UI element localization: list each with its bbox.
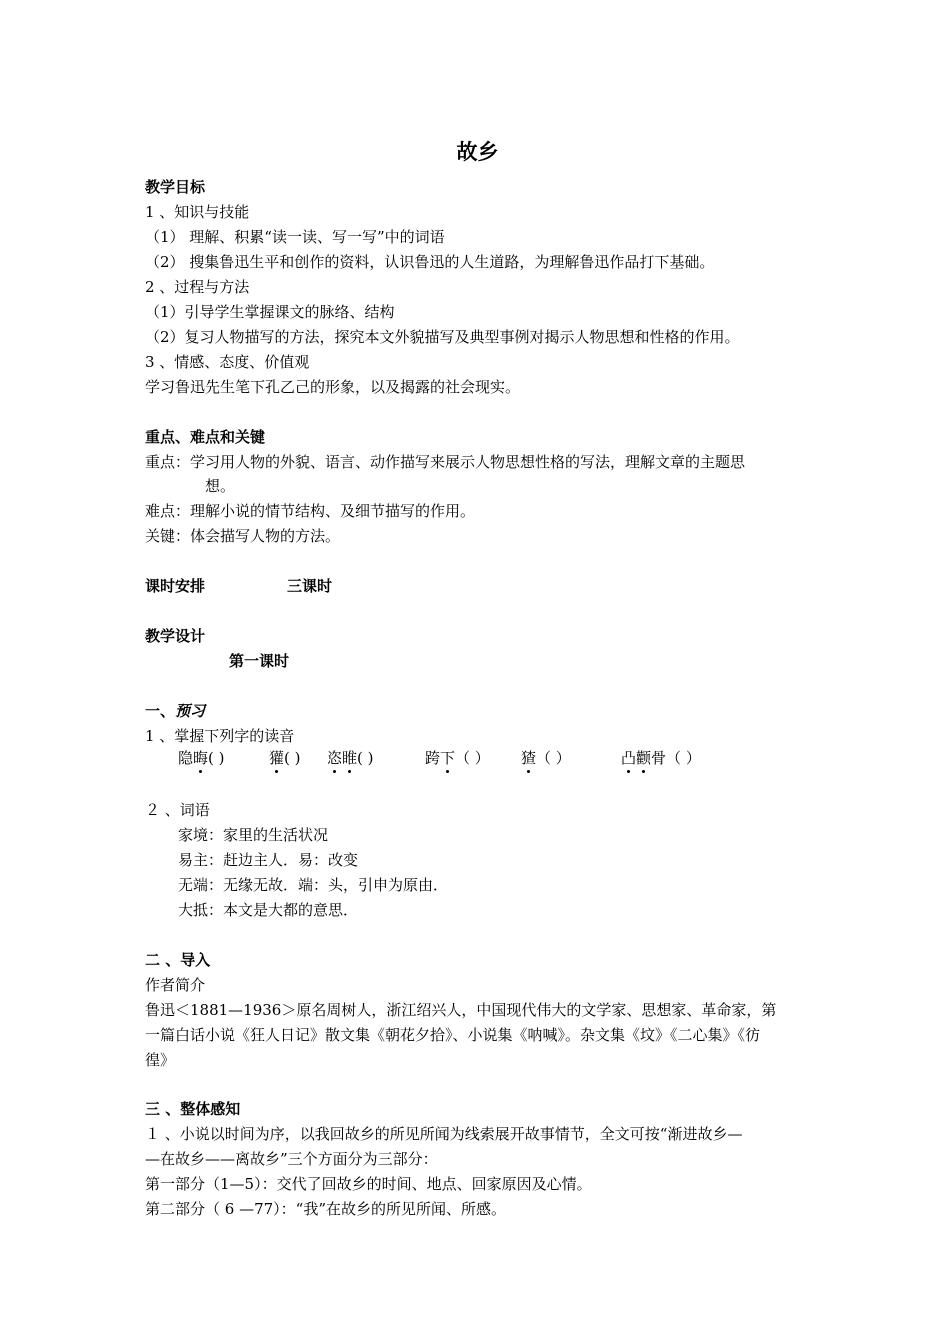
intro-heading: 二 、导入: [145, 951, 211, 969]
lesson-heading: 第一课时: [229, 652, 290, 670]
document-title: 故乡: [456, 140, 499, 164]
word-item-3: 无端：无缘无故．端：头，引申为原由．: [178, 876, 449, 894]
overall-para-4: 第二部分（ 6 —77）：“我”在故乡的所见所闻、所感。: [145, 1200, 507, 1218]
keypoint-difficulty: 难点：理解小说的情节结构、及细节描写的作用。: [145, 502, 476, 520]
word-item-2: 易主：赶边主人．易：改变: [178, 851, 359, 869]
pron-item-3: 恣睢( ): [327, 749, 374, 767]
intro-para-3: 徨》: [145, 1051, 176, 1069]
goal-knowledge-2: （2） 搜集鲁迅生平和创作的资料，认识鲁迅的人生道路，为理解鲁迅作品打下基础。: [145, 253, 715, 271]
pronunciation-heading: 1 、掌握下列字的读音: [145, 727, 295, 745]
pron-item-2: 獾( ): [269, 749, 301, 767]
overall-para-1: １ 、小说以时间为序，以我回故乡的所见所闻为线索展开故事情节，全文可按“渐进故乡—: [145, 1125, 743, 1143]
pron-item-6: 凸颧骨（ ）: [621, 749, 701, 767]
overall-para-2: —在故乡——离故乡”三个方面分为三部分：: [145, 1150, 438, 1168]
intro-para-2: 一篇白话小说《狂人日记》散文集《朝花夕拾》、小说集《呐喊》。杂文集《坟》《二心集》《彷: [145, 1026, 761, 1044]
design-heading: 教学设计: [145, 627, 206, 645]
word-item-1: 家境：家里的生活状况: [178, 826, 329, 844]
pron-item-5: 猹（ ）: [521, 749, 571, 767]
intro-para-1: 鲁迅＜1881—1936＞原名周树人，浙江绍兴人，中国现代伟大的文学家、思想家、革命家，第: [145, 1001, 777, 1019]
goal-process: 2 、过程与方法: [145, 278, 250, 296]
schedule-label: 课时安排: [145, 577, 206, 595]
goal-emotion-1: 学习鲁迅先生笔下孔乙己的形象，以及揭露的社会现实。: [145, 378, 521, 396]
goal-process-1: （1）引导学生掌握课文的脉络、结构: [145, 303, 395, 321]
goal-knowledge: 1 、知识与技能: [145, 203, 250, 221]
goal-knowledge-1: （1） 理解、积累“读一读、写一写”中的词语: [145, 228, 445, 246]
keypoints-heading: 重点、难点和关键: [145, 428, 266, 446]
schedule-value: 三课时: [287, 577, 333, 595]
words-heading: ２ 、词语: [145, 801, 210, 819]
goals-heading: 教学目标: [145, 178, 206, 196]
keypoint-focus-cont: 想。: [205, 477, 236, 495]
preview-heading-text: 预习: [175, 702, 206, 720]
pron-item-1: 隐晦( ): [178, 749, 225, 767]
keypoint-focus: 重点：学习用人物的外貌、语言、动作描写来展示人物思想性格的写法，理解文章的主题思: [145, 453, 746, 471]
intro-sub: 作者简介: [145, 976, 206, 994]
overall-heading: 三 、整体感知: [145, 1100, 241, 1118]
preview-heading: [145, 701, 205, 721]
pron-item-4: 跨下（ ）: [425, 749, 490, 767]
word-item-4: 大抵：本文是大都的意思．: [178, 901, 359, 919]
overall-para-3: 第一部分（1—5）：交代了回故乡的时间、地点、回家原因及心情。: [145, 1175, 592, 1193]
goal-process-2: （2）复习人物描写的方法，探究本文外貌描写及典型事例对揭示人物思想和性格的作用。: [145, 328, 740, 346]
keypoint-key: 关键：体会描写人物的方法。: [145, 527, 341, 545]
goal-emotion: 3 、情感、态度、价值观: [145, 353, 310, 371]
preview-heading-num: 一、: [145, 702, 176, 720]
